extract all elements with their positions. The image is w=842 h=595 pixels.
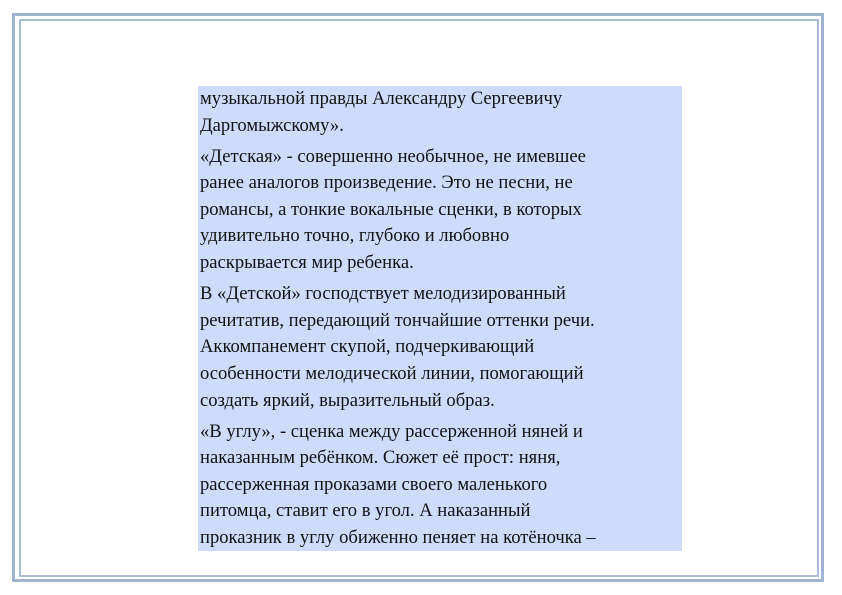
text-line: удивительно точно, глубоко и любовно — [200, 225, 510, 247]
text-line: наказанным ребёнком. Сюжет её прост: няня, — [200, 447, 561, 469]
text-line: особенности мелодической линии, помогающий — [200, 362, 584, 384]
text-line: речитатив, передающий тончайшие оттенки речи. — [200, 309, 595, 331]
text-line: В «Детской» господствует мелодизированный — [200, 283, 566, 305]
text-line: Даргомыжскому». — [200, 114, 344, 136]
text-box — [198, 86, 682, 551]
paragraph-2 — [200, 144, 678, 277]
paragraph-4 — [200, 419, 678, 551]
text-line: «Детская» - совершенно необычное, не имевшее — [200, 145, 586, 167]
text-line: проказник в углу обиженно пеняет на котёночка – — [200, 527, 596, 548]
text-line: Аккомпанемент скупой, подчеркивающий — [200, 336, 535, 358]
text-line: ранее аналогов произведение. Это не песни, не — [200, 172, 573, 194]
text-line: рассерженная проказами своего маленького — [200, 473, 548, 495]
paragraph-1 — [200, 86, 678, 139]
text-line: создать яркий, выразительный образ. — [200, 389, 495, 411]
text-line: музыкальной правды Александру Сергеевичу — [200, 88, 563, 109]
paragraph-3 — [200, 281, 678, 414]
text-line: раскрывается мир ребенка. — [200, 252, 414, 274]
text-line: «В углу», - сценка между рассерженной няней и — [200, 420, 583, 442]
text-line: питомца, ставит его в угол. А наказанный — [200, 500, 531, 522]
text-line: романсы, а тонкие вокальные сценки, в которых — [200, 198, 582, 220]
